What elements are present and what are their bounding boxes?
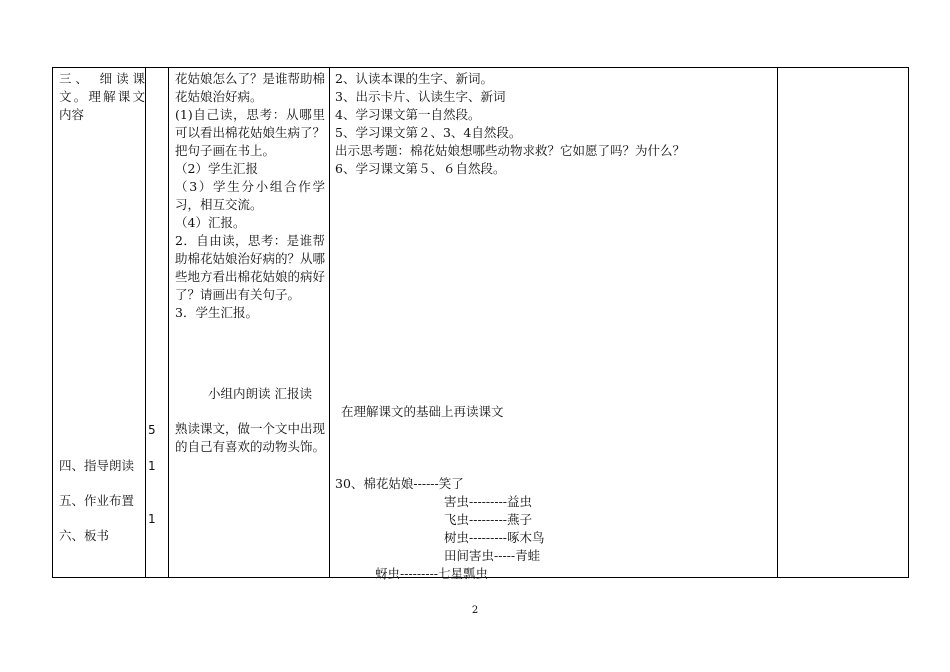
activity-line: 5、学习课文第２、3、4自然段。 <box>335 125 522 140</box>
board-title: 30、棉花姑娘------笑了 <box>335 476 464 491</box>
activity-line: 3、出示卡片、认读生字、新词 <box>335 89 506 104</box>
column-divider <box>168 68 169 577</box>
board-row: 树虫---------啄木鸟 <box>444 530 545 545</box>
activity-line: 2、认读本课的生字、新词。 <box>335 71 493 86</box>
homework-activity: 熟读课文，做一个文中出现的自己有喜欢的动物头饰。 <box>175 421 326 454</box>
section-4-heading: 四、指导朗读 <box>59 458 135 473</box>
board-row: 蚜虫---------七星瓢虫 <box>375 566 489 581</box>
activity-line: 2．自由读，思考：是谁帮助棉花姑娘治好病的？从哪些地方看出棉花姑娘的病好了？请画出有关句子。 <box>175 233 326 302</box>
lesson-plan-table <box>52 67 909 581</box>
teacher-activities <box>175 70 325 322</box>
section-3-heading: 三、 细读课文。理解课文内容 <box>59 71 145 122</box>
reread-activity: 在理解课文的基础上再读课文 <box>341 404 504 419</box>
student-activities <box>335 70 775 178</box>
time-value: 1 <box>148 459 156 473</box>
activity-line: 6、学习课文第５、６自然段。 <box>335 161 506 176</box>
column-divider <box>145 68 146 577</box>
activity-line: 4、学习课文第一自然段。 <box>335 107 481 122</box>
column-divider <box>777 68 778 577</box>
section-6-heading: 六、板书 <box>59 528 110 543</box>
board-row: 害虫---------益虫 <box>444 494 533 509</box>
board-row: 田间害虫-----青蛙 <box>444 548 541 563</box>
activity-line: 花姑娘怎么了？是谁帮助棉花姑娘治好病。 <box>175 71 326 104</box>
reading-activity: 小组内朗读 汇报读 <box>208 386 312 401</box>
column-divider <box>329 68 330 577</box>
time-value: 1 <box>148 512 156 526</box>
activity-line: （2）学生汇报 <box>175 161 258 176</box>
activity-line: （3）学生分小组合作学习，相互交流。 <box>175 179 325 212</box>
section-5-heading: 五、作业布置 <box>59 493 135 508</box>
board-row: 飞虫---------燕子 <box>444 512 533 527</box>
activity-line: （4）汇报。 <box>175 215 246 230</box>
page-number: 2 <box>471 605 479 616</box>
activity-line: (1)自己读，思考：从哪里可以看出棉花姑娘生病了？把句子画在书上。 <box>175 107 326 158</box>
time-value: 5 <box>148 423 156 437</box>
activity-line: 出示思考题：棉花姑娘想哪些动物求救？它如愿了吗？为什么？ <box>335 143 686 158</box>
activity-line: 3．学生汇报。 <box>175 305 258 320</box>
